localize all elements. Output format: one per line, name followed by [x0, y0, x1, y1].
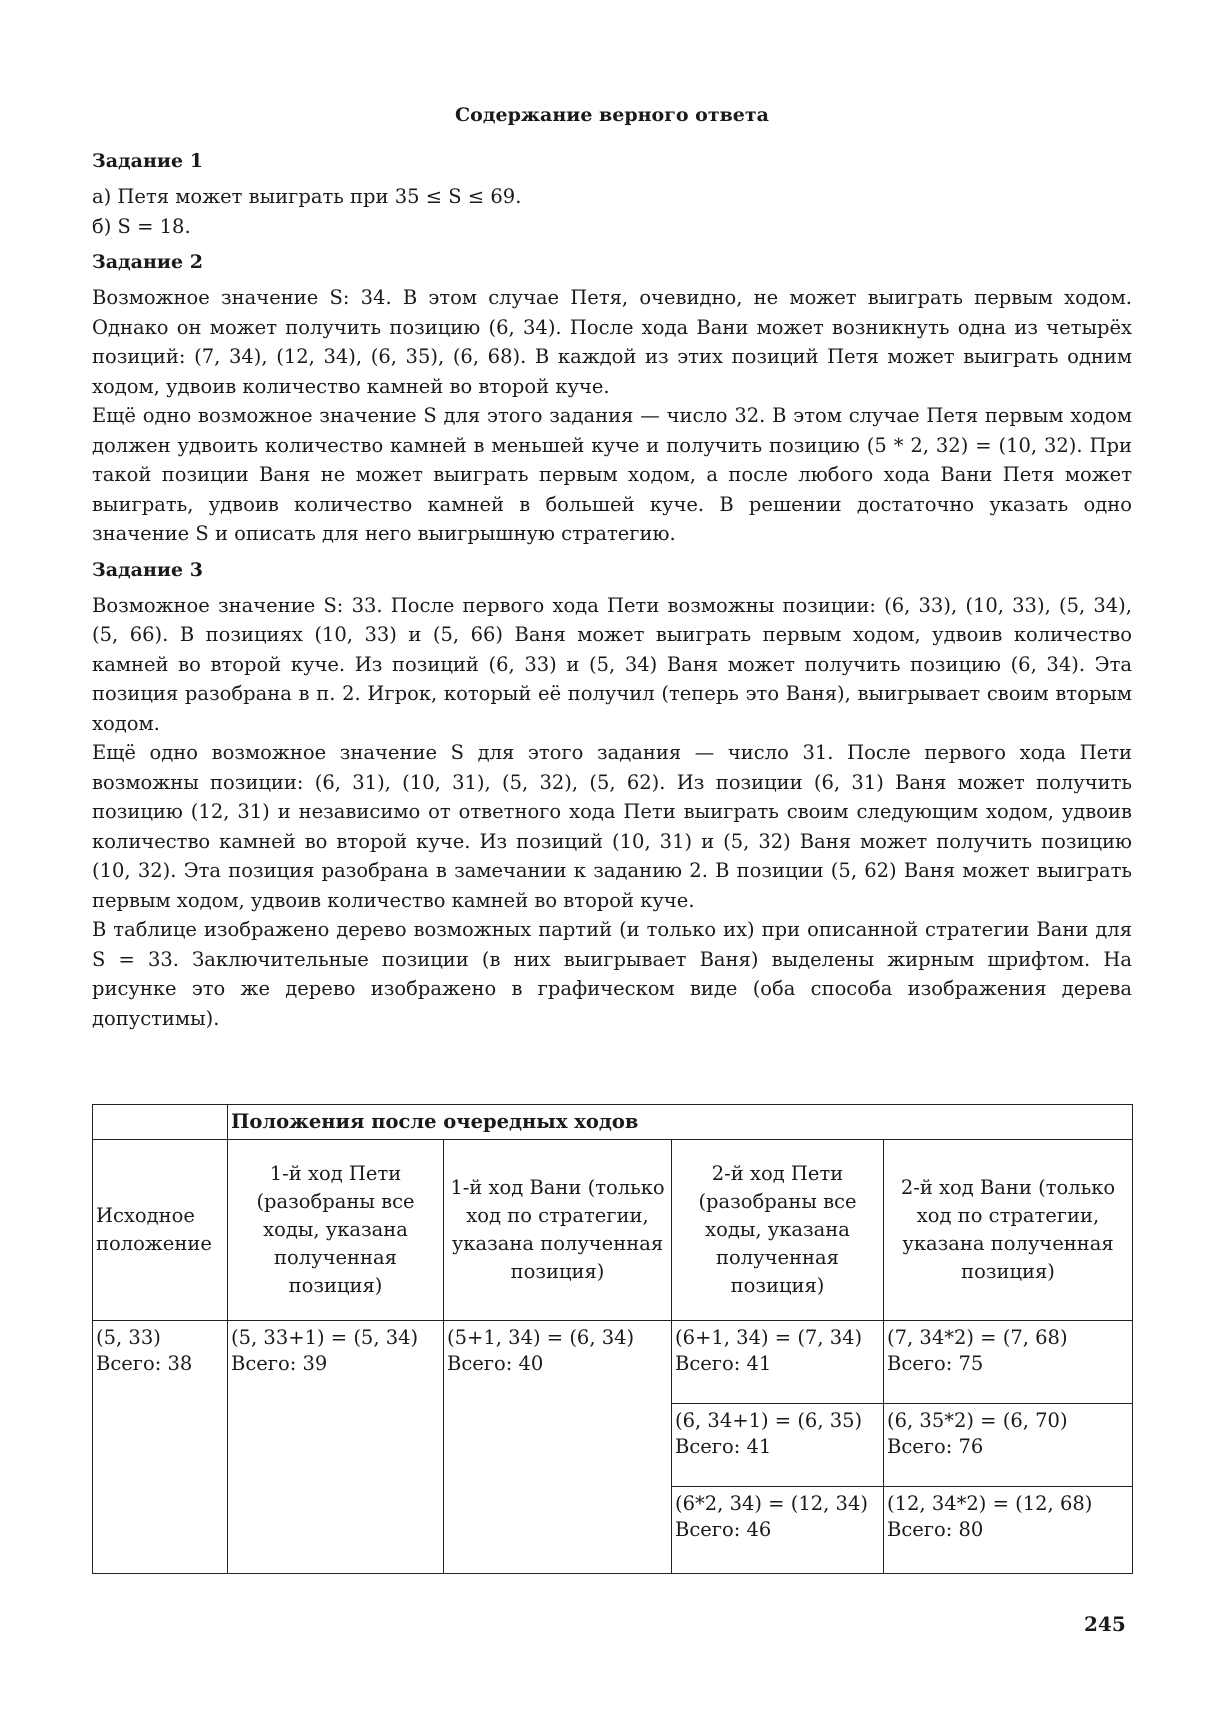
position-value: (12, 34*2) = (12, 68)	[887, 1492, 1093, 1515]
total-value: Всего: 39	[231, 1352, 328, 1375]
task-3-heading: Задание 3	[92, 558, 203, 581]
task-1-answer-a: а) Петя может выиграть при 35 ≤ S ≤ 69.	[92, 185, 522, 208]
page-number: 245	[1084, 1612, 1126, 1636]
col-header-vanya-1: 1-й ход Вани (только ход по стратегии, указана полученная позиция)	[444, 1140, 672, 1321]
position-value: (7, 34*2) = (7, 68)	[887, 1326, 1068, 1349]
total-value: Всего: 38	[96, 1352, 193, 1375]
page-title: Содержание верного ответа	[455, 104, 769, 126]
total-value: Всего: 46	[675, 1518, 772, 1541]
position-value: (6+1, 34) = (7, 34)	[675, 1326, 863, 1349]
task-2-paragraph: Ещё одно возможное значение S для этого задания — число 32. В этом случае Петя первым ходом должен удвоить количество камней в меньшей куче и получить позицию (5 * 2, 32) = (10, 32). При такой позиции Ваня не может выиграть первым ходом, а после любого хода Вани Петя может выиграть, удвоив количество камней в большей куче. В решении достаточно указать одно значение S и описать для него выигрышную стратегию.	[92, 404, 1132, 545]
cell-vanya-2	[884, 1404, 1133, 1487]
col-header-vanya-2: 2-й ход Вани (только ход по стратегии, указана полученная позиция)	[884, 1140, 1133, 1321]
cell-initial	[93, 1321, 228, 1574]
total-value: Всего: 40	[447, 1352, 544, 1375]
task-3-body	[92, 591, 1132, 1034]
position-value: (5, 33+1) = (5, 34)	[231, 1326, 419, 1349]
position-value: (5+1, 34) = (6, 34)	[447, 1326, 635, 1349]
game-tree-table	[92, 1104, 1133, 1574]
answer-content	[92, 104, 1132, 1043]
task-3-paragraph: В таблице изображено дерево возможных партий (и только их) при описанной стратегии Вани для S = 33. Заключительные позиции (в них выигрывает Ваня) выделены жирным шрифтом. На рисунке это же дерево изображено в графическом виде (оба способа изображения дерева допустимы).	[92, 918, 1132, 1030]
cell-vanya-1	[444, 1321, 672, 1574]
table-column-header-row	[93, 1140, 1133, 1321]
task-3-paragraph: Ещё одно возможное значение S для этого задания — число 31. После первого хода Пети возможны позиции: (6, 31), (10, 31), (5, 32), (5, 62). Из позиции (6, 31) Ваня может получить позицию (12, 31) и независимо от ответного хода Пети выиграть своим следующим ходом, удвоив количество камней во второй куче. Из позиций (10, 31) и (5, 32) Ваня может получить позицию (10, 32). Эта позиция разобрана в замечании к заданию 2. В позиции (5, 62) Ваня может выиграть первым ходом, удвоив количество камней во второй куче.	[92, 741, 1132, 912]
table-group-header: Положения после очередных ходов	[228, 1105, 1133, 1140]
cell-vanya-2	[884, 1487, 1133, 1574]
cell-petya-2	[672, 1321, 884, 1404]
position-value: (5, 33)	[96, 1326, 161, 1349]
total-value: Всего: 75	[887, 1352, 984, 1375]
total-value: Всего: 41	[675, 1352, 772, 1375]
task-2-body	[92, 283, 1132, 549]
total-value: Всего: 80	[887, 1518, 984, 1541]
position-value: (6*2, 34) = (12, 34)	[675, 1492, 868, 1515]
task-2-paragraph: Возможное значение S: 34. В этом случае Петя, очевидно, не может выиграть первым ходом. Однако он может получить позицию (6, 34). После хода Вани может возникнуть одна из четырёх позиций: (7, 34), (12, 34), (6, 35), (6, 68). В каждой из этих позиций Петя может выиграть одним ходом, удвоив количество камней во второй куче.	[92, 286, 1132, 398]
table-group-header-row	[93, 1105, 1133, 1140]
col-header-initial: Исходное положение	[93, 1140, 228, 1321]
cell-petya-2	[672, 1487, 884, 1574]
task-2-heading: Задание 2	[92, 251, 203, 273]
cell-petya-2	[672, 1404, 884, 1487]
position-value: (6, 34+1) = (6, 35)	[675, 1409, 863, 1432]
task-1-answer-b: б) S = 18.	[92, 214, 191, 238]
task-3-paragraph: Возможное значение S: 33. После первого хода Пети возможны позиции: (6, 33), (10, 33), (5, 34), (5, 66). В позициях (10, 33) и (5, 66) Ваня может выиграть первым ходом, удвоив количество камней во второй куче. Из позиций (6, 33) и (5, 34) Ваня может получить позицию (6, 34). Эта позиция разобрана в п. 2. Игрок, который её получил (теперь это Ваня), выигрывает своим вторым ходом.	[92, 593, 1132, 735]
col-header-petya-1: 1-й ход Пети (разобраны все ходы, указана полученная позиция)	[228, 1140, 444, 1321]
total-value: Всего: 76	[887, 1435, 984, 1458]
col-header-petya-2: 2-й ход Пети (разобраны все ходы, указана полученная позиция)	[672, 1140, 884, 1321]
task-1-body	[92, 182, 1132, 241]
cell-vanya-2	[884, 1321, 1133, 1404]
table-row	[93, 1321, 1133, 1404]
cell-petya-1	[228, 1321, 444, 1574]
table-corner-cell	[93, 1105, 228, 1140]
task-1-heading: Задание 1	[92, 150, 203, 172]
total-value: Всего: 41	[675, 1435, 772, 1458]
position-value: (6, 35*2) = (6, 70)	[887, 1409, 1068, 1432]
